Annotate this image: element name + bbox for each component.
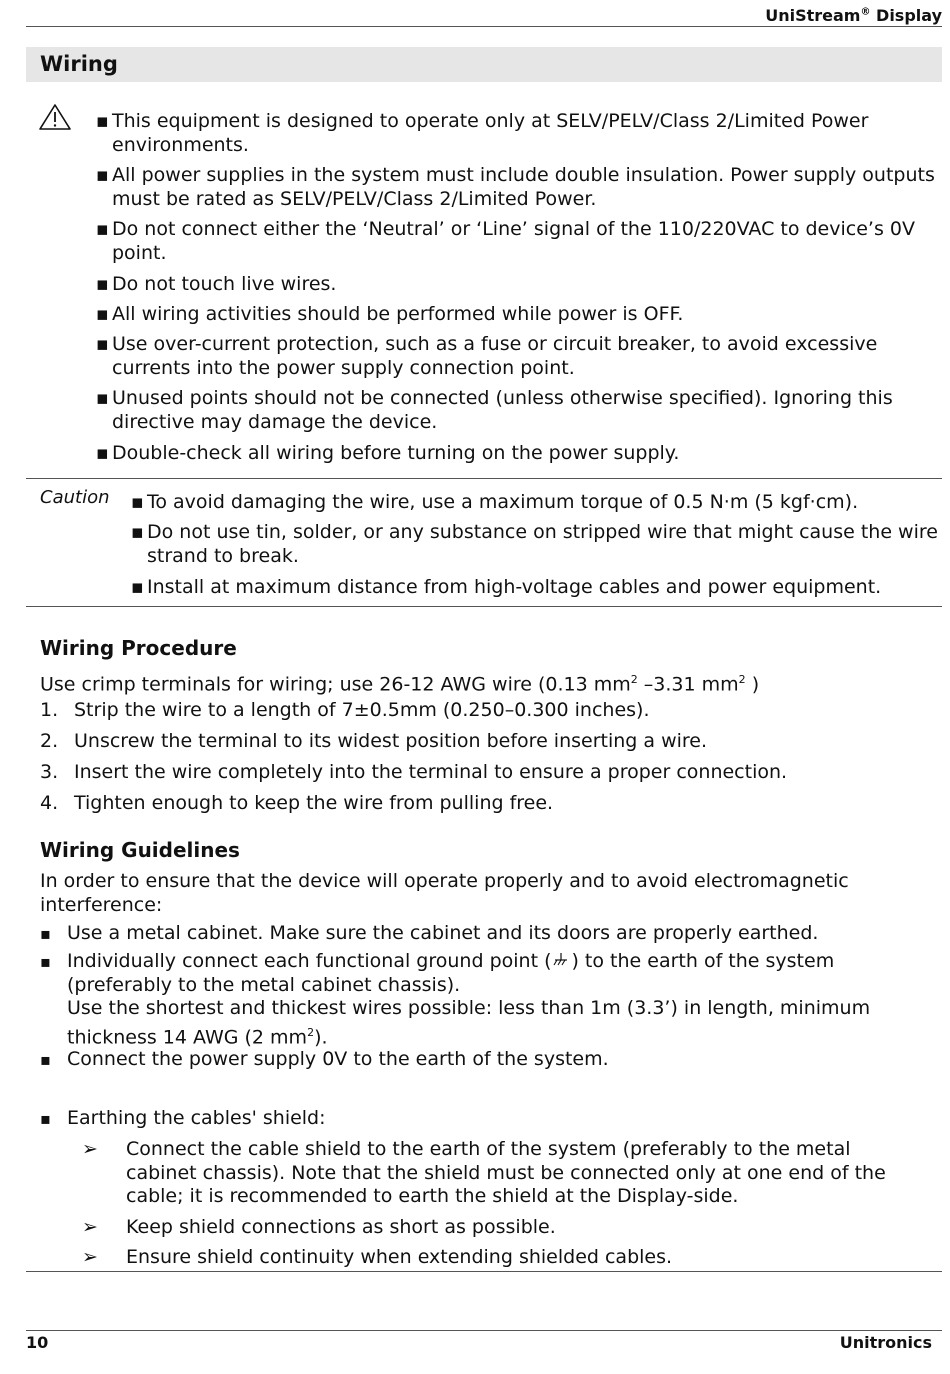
bullet-square-icon: ▪ [131, 576, 144, 598]
guideline-item: ▪ Earthing the cables' shield: [40, 1107, 326, 1129]
arrow-bullet-icon: ➢ [82, 1246, 98, 1268]
procedure-intro: Use crimp terminals for wiring; use 26-12 AWG wire (0.13 $mm^2$ –3.31 $mm^2$ ) [40, 673, 760, 696]
page-number: 10 [26, 1333, 49, 1352]
warning-item: ▪ Use over-current protection, such as a fuse or circuit breaker, to avoid excessive currents into the power supply connection point. [96, 333, 878, 379]
bullet-square-icon: ▪ [131, 521, 144, 543]
bullet-square-icon: ▪ [96, 387, 109, 409]
bullet-square-icon: ▪ [96, 273, 109, 295]
bullet-square-icon: ▪ [96, 333, 109, 355]
footer-rule [26, 1330, 942, 1331]
shield-sub-item: ➢ Ensure shield continuity when extending shielded cables. [82, 1246, 673, 1268]
guideline-item: ▪ Use a metal cabinet. Make sure the cabinet and its doors are properly earthed. [40, 922, 819, 944]
product-name: UniStream [765, 6, 861, 25]
section-header [26, 47, 942, 82]
warning-item: ▪ This equipment is designed to operate only at SELV/PELV/Class 2/Limited Power environments. [96, 110, 869, 156]
warning-item: ▪ All power supplies in the system must include double insulation. Power supply outputs must be rated as SELV/PELV/Class 2/Limited Power. [96, 164, 935, 210]
footer-brand: Unitronics [839, 1333, 932, 1352]
content-end-rule [26, 1271, 942, 1272]
caution-item: ▪ Install at maximum distance from high-voltage cables and power equipment. [131, 576, 882, 598]
warning-item: ▪ Do not touch live wires. [96, 273, 337, 295]
bullet-square-icon: ▪ [40, 924, 51, 943]
section-title: Wiring [40, 52, 118, 76]
bullet-square-icon: ▪ [96, 164, 109, 186]
product-suffix: Display [876, 6, 942, 25]
bullet-square-icon: ▪ [131, 491, 144, 513]
bullet-square-icon: ▪ [96, 303, 109, 325]
warning-item: ▪ All wiring activities should be performed while power is OFF. [96, 303, 684, 325]
warning-icon [39, 104, 71, 134]
warning-item: ▪ Do not connect either the ‘Neutral’ or ‘Line’ signal of the 110/220VAC to device’s 0V point. [96, 218, 915, 264]
caution-divider [26, 606, 942, 607]
warning-item: ▪ Double-check all wiring before turning on the power supply. [96, 442, 680, 464]
guideline-item: ▪ Connect the power supply 0V to the earth of the system. [40, 1048, 609, 1070]
warning-divider [26, 478, 942, 479]
guidelines-intro: In order to ensure that the device will operate properly and to avoid electromagnetic interference: [40, 870, 849, 916]
caution-item: ▪ To avoid damaging the wire, use a maximum torque of 0.5 N·m (5 kgf·cm). [131, 491, 859, 513]
bullet-square-icon: ▪ [96, 442, 109, 464]
caution-label: Caution [40, 487, 110, 508]
warning-item: ▪ Unused points should not be connected (unless otherwise specified). Ignoring this directive may damage the device. [96, 387, 893, 433]
procedure-title: Wiring Procedure [40, 636, 237, 660]
registered-mark: ® [860, 6, 871, 18]
shield-sub-item: ➢ Keep shield connections as short as possible. [82, 1216, 556, 1238]
bullet-square-icon: ▪ [40, 952, 51, 971]
arrow-bullet-icon: ➢ [82, 1216, 98, 1238]
bullet-square-icon: ▪ [96, 110, 109, 132]
shield-sub-item: ➢ Connect the cable shield to the earth of the system (preferably to the metal cabinet chassis). Note that the shield must be connected only at one end of the cable; it is recommended to earth the shield at the Display-side. [82, 1138, 886, 1207]
arrow-bullet-icon: ➢ [82, 1138, 98, 1160]
bullet-square-icon: ▪ [40, 1050, 51, 1069]
guidelines-title: Wiring Guidelines [40, 838, 240, 862]
bullet-square-icon: ▪ [96, 218, 109, 240]
functional-ground-icon [551, 951, 571, 969]
bullet-square-icon: ▪ [40, 1109, 51, 1128]
document-header [765, 6, 942, 25]
header-rule [26, 26, 942, 27]
guideline-item: ▪ Individually connect each functional ground point ( ) to the earth of the system (preferably to the metal cabinet chassis). Use the shortest and thickest wires possible: less than 1m (3.3’) in length, minimum thickness 14 AWG (2 $mm^2$). [40, 950, 871, 1048]
caution-item: ▪ Do not use tin, solder, or any substance on stripped wire that might cause the wire strand to break. [131, 521, 938, 567]
